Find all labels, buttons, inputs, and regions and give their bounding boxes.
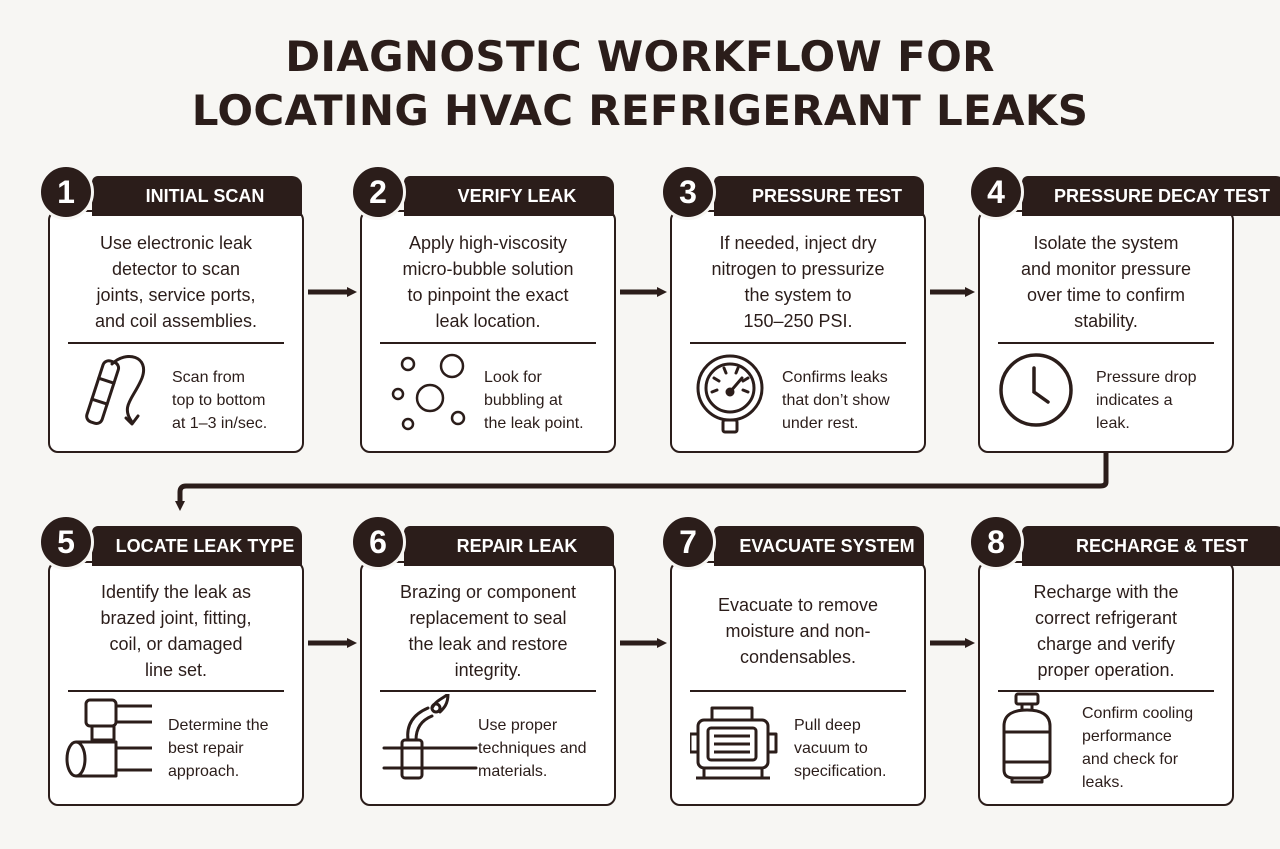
step-description xyxy=(986,230,1226,334)
step-number-badge: 8 xyxy=(968,514,1024,570)
description-line: and monitor pressure xyxy=(1020,259,1192,279)
title-line-1: DIAGNOSTIC WORKFLOW FOR xyxy=(285,32,995,81)
step-description xyxy=(56,579,296,683)
description-line: integrity. xyxy=(454,660,522,680)
step-description xyxy=(368,579,608,683)
description-line: and coil assemblies. xyxy=(94,311,258,331)
description-line: the leak and restore xyxy=(408,634,568,654)
step-tip xyxy=(478,714,614,783)
step-description xyxy=(678,230,918,334)
description-line: brazed joint, fitting, xyxy=(100,608,252,628)
description-line: replacement to seal xyxy=(409,608,567,628)
tip-line: Scan from xyxy=(172,369,245,386)
step-divider xyxy=(690,342,906,344)
step-tip xyxy=(1096,366,1232,435)
tip-line: best repair xyxy=(168,740,244,757)
description-line: Identify the leak as xyxy=(100,582,252,602)
step-number-badge: 1 xyxy=(38,164,94,220)
bubbles-icon xyxy=(386,352,476,441)
description-line: Apply high-viscosity xyxy=(408,233,568,253)
description-line: nitrogen to pressurize xyxy=(711,259,885,279)
tip-line: vacuum to xyxy=(794,740,868,757)
step-title: RECHARGE & TEST xyxy=(1022,526,1280,566)
step-number-badge: 2 xyxy=(350,164,406,220)
tip-line: top to bottom xyxy=(172,392,266,409)
step-title: REPAIR LEAK xyxy=(404,526,614,566)
refrigerant-tank-icon xyxy=(998,692,1058,789)
brazing-torch-icon xyxy=(380,694,480,785)
vacuum-pump-icon xyxy=(690,700,780,791)
tip-line: materials. xyxy=(478,763,548,780)
step-number-badge: 3 xyxy=(660,164,716,220)
step-number-badge: 5 xyxy=(38,514,94,570)
description-line: over time to confirm xyxy=(1026,285,1186,305)
description-line: Isolate the system xyxy=(1033,233,1179,253)
tip-line: techniques and xyxy=(478,740,587,757)
description-line: micro-bubble solution xyxy=(402,259,574,279)
description-line: charge and verify xyxy=(1036,634,1176,654)
tip-line: specification. xyxy=(794,763,887,780)
description-line: Recharge with the xyxy=(1033,582,1179,602)
description-line: 150–250 PSI. xyxy=(743,311,853,331)
description-line: correct refrigerant xyxy=(1034,608,1178,628)
tip-line: at 1–3 in/sec. xyxy=(172,415,268,432)
row-wrap-arrow xyxy=(180,453,1106,506)
description-line: Evacuate to remove xyxy=(717,595,879,615)
step-tip xyxy=(168,714,302,783)
tip-line: indicates a xyxy=(1096,392,1173,409)
title-line-2: LOCATING HVAC REFRIGERANT LEAKS xyxy=(191,86,1089,135)
tip-line: and check for xyxy=(1082,751,1179,768)
tip-line: that don’t show xyxy=(782,392,890,409)
step-description xyxy=(56,230,296,334)
step-tip xyxy=(172,366,302,435)
description-line: leak location. xyxy=(435,311,541,331)
leak-detector-icon xyxy=(74,352,164,441)
step-divider xyxy=(68,342,284,344)
step-divider xyxy=(68,690,284,692)
step-description xyxy=(986,579,1226,683)
step-tip xyxy=(782,366,924,435)
pipe-fitting-icon xyxy=(60,698,160,789)
tip-line: approach. xyxy=(168,763,240,780)
description-line: If needed, inject dry xyxy=(719,233,877,253)
step-divider xyxy=(380,690,596,692)
step-number-badge: 4 xyxy=(968,164,1024,220)
description-line: detector to scan xyxy=(111,259,241,279)
description-line: proper operation. xyxy=(1037,660,1175,680)
step-title: PRESSURE DECAY TEST xyxy=(1022,176,1280,216)
step-tip xyxy=(484,366,614,435)
tip-line: bubbling at xyxy=(484,392,563,409)
description-line: coil, or damaged xyxy=(109,634,243,654)
step-tip xyxy=(1082,702,1232,794)
step-number-badge: 7 xyxy=(660,514,716,570)
tip-line: under rest. xyxy=(782,415,859,432)
tip-line: Use proper xyxy=(478,717,558,734)
pressure-gauge-icon xyxy=(690,352,770,441)
tip-line: Pull deep xyxy=(794,717,861,734)
step-title: LOCATE LEAK TYPE xyxy=(92,526,302,566)
tip-line: Pressure drop xyxy=(1096,369,1197,386)
tip-line: Confirms leaks xyxy=(782,369,888,386)
description-line: Brazing or component xyxy=(399,582,577,602)
step-divider xyxy=(998,342,1214,344)
step-number-badge: 6 xyxy=(350,514,406,570)
diagram-title xyxy=(0,30,1280,138)
step-description xyxy=(678,592,918,670)
step-title: EVACUATE SYSTEM xyxy=(714,526,924,566)
description-line: to pinpoint the exact xyxy=(407,285,569,305)
description-line: line set. xyxy=(144,660,208,680)
tip-line: Look for xyxy=(484,369,542,386)
tip-line: leaks. xyxy=(1082,774,1124,791)
description-line: joints, service ports, xyxy=(96,285,256,305)
step-description xyxy=(368,230,608,334)
step-tip xyxy=(794,714,924,783)
step-divider xyxy=(380,342,596,344)
tip-line: Determine the xyxy=(168,717,269,734)
tip-line: leak. xyxy=(1096,415,1130,432)
step-title: INITIAL SCAN xyxy=(92,176,302,216)
step-title: PRESSURE TEST xyxy=(714,176,924,216)
step-title: VERIFY LEAK xyxy=(404,176,614,216)
tip-line: Confirm cooling xyxy=(1082,705,1194,722)
description-line: condensables. xyxy=(739,647,857,667)
step-divider xyxy=(690,690,906,692)
description-line: moisture and non- xyxy=(725,621,871,641)
description-line: stability. xyxy=(1074,311,1138,331)
clock-icon xyxy=(998,352,1078,441)
tip-line: performance xyxy=(1082,728,1172,745)
description-line: Use electronic leak xyxy=(99,233,253,253)
description-line: the system to xyxy=(744,285,852,305)
tip-line: the leak point. xyxy=(484,415,584,432)
